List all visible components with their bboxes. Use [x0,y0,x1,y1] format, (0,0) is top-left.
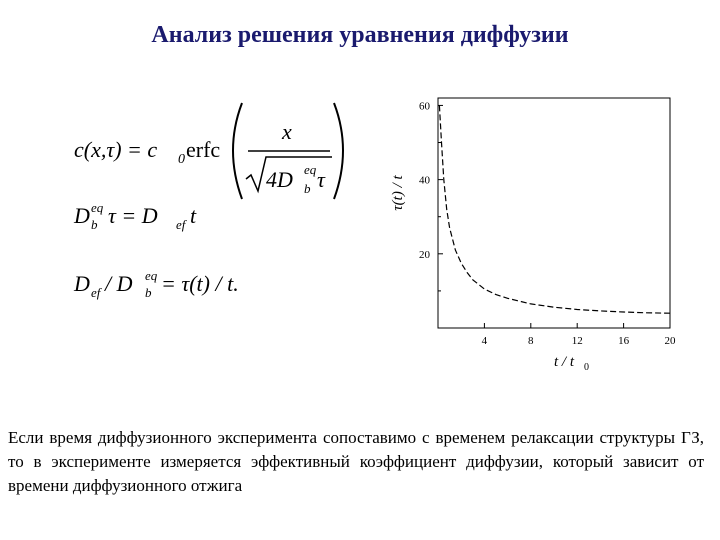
f2-t: t [190,203,197,228]
chart-svg [380,88,680,380]
slide-title: Анализ решения уравнения диффузии [151,22,569,48]
x-tick-label: 20 [664,335,676,347]
f1-erfc: erfc [186,137,221,162]
series-line [439,105,670,313]
x-tick-label: 8 [528,335,534,347]
left-paren [233,103,242,199]
f2-rest: τ = D [108,203,158,228]
f2-sub: b [91,217,98,232]
x-tick-label: 4 [481,335,488,347]
x-axis-label-sub: 0 [584,362,589,373]
formula-svg [60,95,360,310]
y-axis-label: τ(t) / t [390,175,406,211]
f2-sub-ef: ef [176,217,186,232]
x-tick-label: 16 [618,335,630,347]
y-tick-label: 60 [419,100,430,113]
f1-den-sub: b [304,181,311,196]
body-text: Если время диффузионного эксперимента сопоставимо с временем релаксации структуры ГЗ, то в эксперименте измеряется эффективный коэффициент диффузии, который зависит от времени диффузионного отжига [8,428,704,495]
f1-sub0: 0 [178,152,185,167]
f3-sup: eq [145,268,158,283]
f1-lhs: c(x,τ) = c [74,137,158,162]
f3-mid: / D [105,271,133,296]
relaxation-chart [380,88,680,380]
formula-ratio [73,268,239,300]
plot-frame [438,98,670,328]
right-paren [334,103,343,199]
f3-d: D [74,271,90,296]
f2-d: D [74,203,90,228]
x-axis-label: t / t [553,354,575,370]
formula-erfc [74,103,343,199]
f1-den-pre: 4D [266,167,293,192]
y-tick-label: 40 [419,174,430,187]
formula-block [60,95,360,310]
f2-sup: eq [91,200,104,215]
f1-numerator: x [282,119,292,144]
f1-den-sup: eq [304,162,317,177]
formula-deff [73,200,197,232]
y-tick-label: 20 [419,248,430,261]
body-paragraph [8,426,704,498]
f3-sub: ef [91,285,101,300]
x-tick-label: 12 [571,335,583,347]
f1-den-post: τ [317,167,325,192]
f3-sub2: b [145,285,152,300]
f3-rest: = τ(t) / t. [161,271,239,296]
